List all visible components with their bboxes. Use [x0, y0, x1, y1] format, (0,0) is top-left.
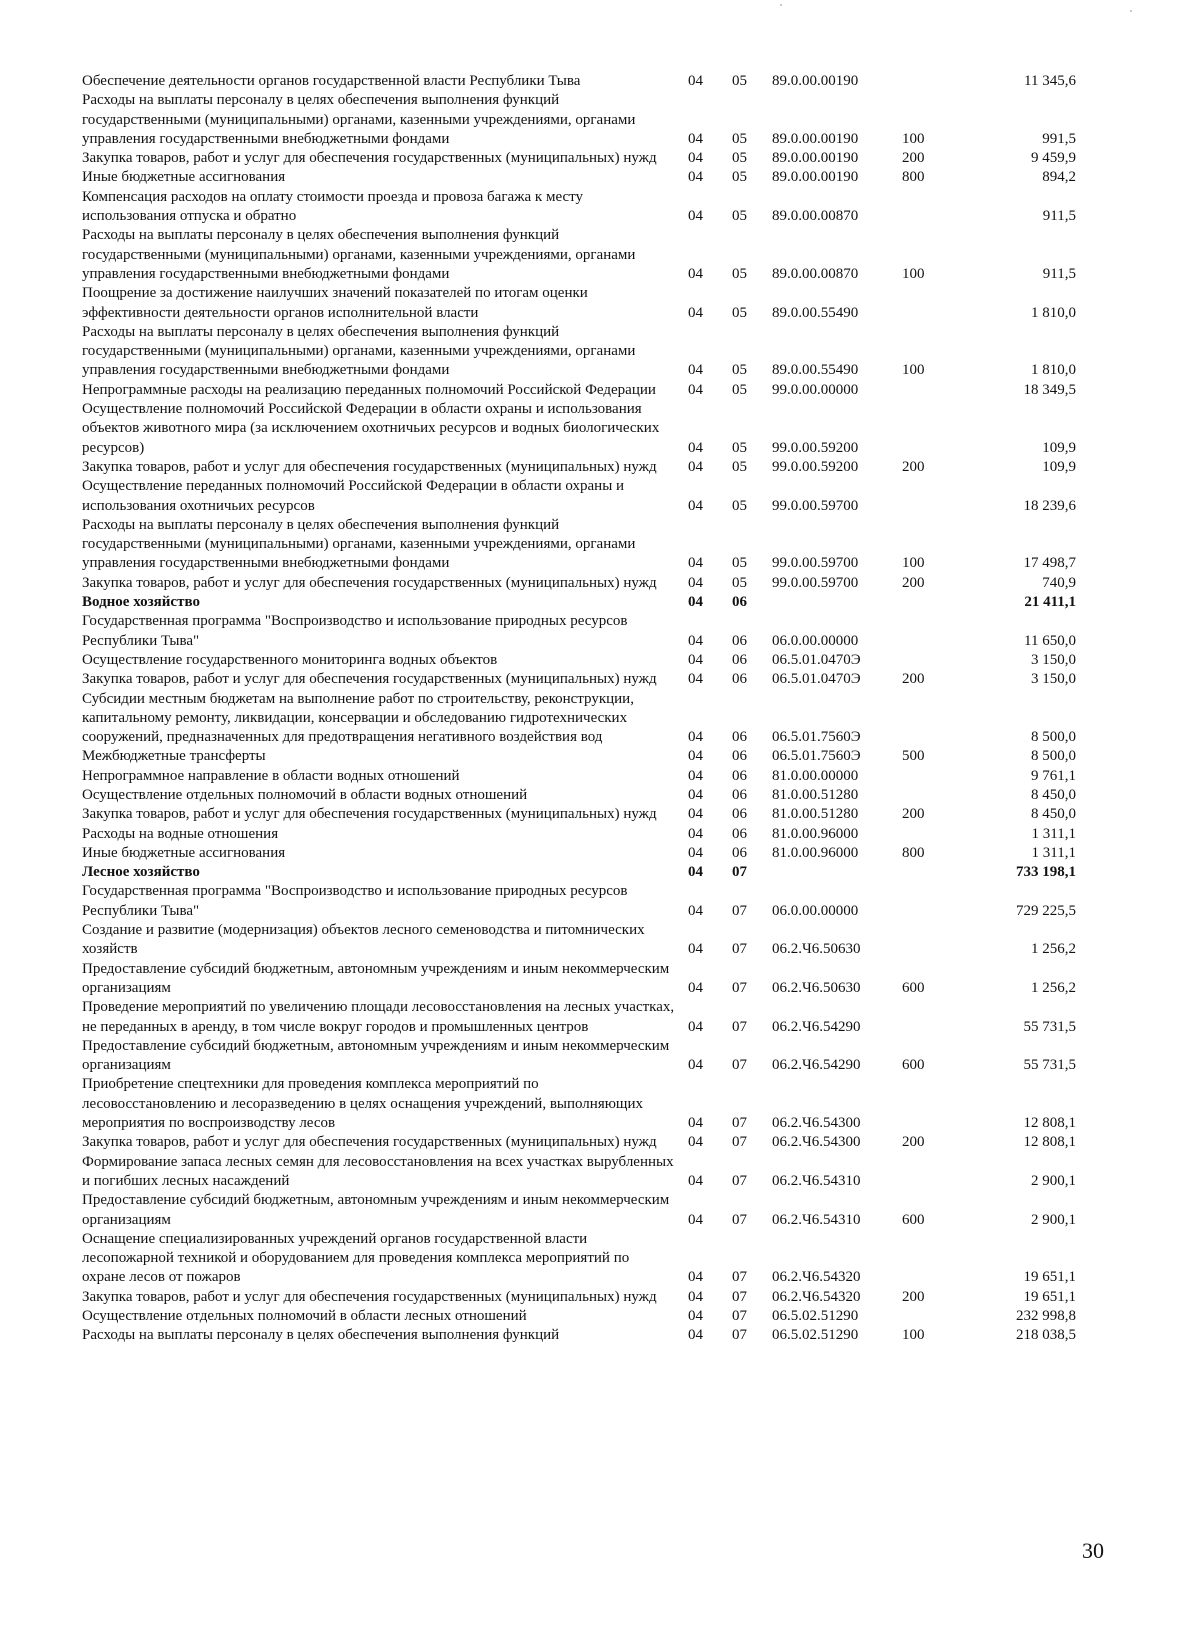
table-row: [82, 786, 1122, 805]
row-expense-type: 600: [902, 1211, 925, 1228]
table-row: [82, 1307, 1122, 1326]
row-subsection-code: 06: [732, 767, 747, 784]
row-name: Расходы на выплаты персоналу в целях обеспечения выполнения функций: [82, 1327, 560, 1344]
table-row: [82, 323, 1122, 381]
row-name: Обеспечение деятельности органов государственной власти Республики Тыва: [82, 73, 581, 89]
row-name: Компенсация расходов на оплату стоимости проезда и провоза багажа к месту использования отпуска и обратно: [82, 188, 583, 225]
row-target-article: 06.5.02.51290: [772, 1327, 859, 1344]
table-row: [82, 825, 1122, 844]
row-subsection-code: 05: [732, 265, 747, 282]
row-name: Иные бюджетные ассигнования: [82, 169, 286, 186]
table-row: [82, 168, 1122, 187]
row-subsection-code: 06: [732, 671, 747, 688]
row-target-article: 89.0.00.00190: [772, 73, 859, 89]
table-row: [82, 805, 1122, 824]
row-section-code: 04: [688, 73, 703, 89]
row-name: Приобретение спецтехники для проведения комплекса мероприятий по лесовосстановлению и лесоразведению в целях оснащения учреждений, выполняющих мероприятия по воспроизводству лесов: [82, 1076, 643, 1132]
row-amount: 18 349,5: [1023, 381, 1076, 398]
row-target-article: 99.0.00.00000: [772, 381, 859, 398]
row-section-code: 04: [688, 825, 703, 842]
row-amount: 894,2: [1042, 169, 1076, 186]
row-expense-type: 200: [902, 806, 925, 823]
row-subsection-code: 06: [732, 651, 747, 668]
row-name: Предоставление субсидий бюджетным, автономным учреждениям и иным некоммерческим организациям: [82, 1037, 670, 1074]
row-section-code: 04: [688, 555, 703, 572]
row-target-article: 89.0.00.00190: [772, 130, 859, 147]
row-target-article: 06.2.Ч6.54310: [772, 1172, 861, 1189]
row-target-article: 06.5.02.51290: [772, 1308, 859, 1324]
row-name: Закупка товаров, работ и услуг для обеспечения государственных (муниципальных) нужд: [82, 1134, 657, 1151]
row-section-code: 04: [688, 169, 703, 186]
row-section-code: 04: [688, 864, 703, 881]
row-section-code: 04: [688, 729, 703, 746]
row-section-code: 04: [688, 651, 703, 668]
row-amount: 12 808,1: [1023, 1134, 1076, 1151]
row-section-code: 04: [688, 574, 703, 591]
row-name: Формирование запаса лесных семян для лесовосстановления на всех участках вырубленных и погибших лесных насаждений: [82, 1153, 674, 1189]
row-expense-type: 200: [902, 671, 925, 688]
table-row: [82, 574, 1122, 593]
row-section-code: 04: [688, 458, 703, 475]
row-name: Проведение мероприятий по увеличению площади лесовосстановления на лесных участках, не переданных в аренду, в том числе вокруг городов и промышленных центров: [82, 999, 675, 1035]
row-name: Расходы на выплаты персоналу в целях обеспечения выполнения функций государственными (муниципальными) органами, казенными учреждениями, органами управления государственными внебюджетными фондами: [82, 227, 636, 282]
row-section-code: 04: [688, 902, 703, 919]
budget-table: [82, 72, 1122, 1346]
row-subsection-code: 05: [732, 555, 747, 572]
row-target-article: 89.0.00.55490: [772, 304, 859, 321]
row-section-code: 04: [688, 1172, 703, 1189]
row-subsection-code: 05: [732, 73, 747, 89]
row-subsection-code: 07: [732, 979, 747, 996]
row-amount: 1 810,0: [1031, 304, 1076, 321]
row-target-article: 06.2.Ч6.54290: [772, 1057, 861, 1074]
row-name: Государственная программа "Воспроизводство и использование природных ресурсов Республики Тыва": [82, 883, 628, 919]
row-subsection-code: 07: [732, 1018, 747, 1035]
row-expense-type: 100: [902, 265, 925, 282]
table-row: [82, 998, 1122, 1037]
row-section-code: 04: [688, 1018, 703, 1035]
row-amount: 17 498,7: [1023, 555, 1076, 572]
row-amount: 11 345,6: [1024, 73, 1076, 89]
page-number: 30: [1082, 1538, 1104, 1563]
table-row: [82, 477, 1122, 516]
row-target-article: 06.5.01.7560Э: [772, 748, 861, 765]
row-target-article: 89.0.00.00870: [772, 208, 859, 225]
table-row: [82, 767, 1122, 786]
table-row: [82, 1326, 1122, 1345]
row-name: Осуществление отдельных полномочий в области лесных отношений: [82, 1308, 527, 1324]
row-target-article: 89.0.00.00190: [772, 150, 859, 167]
row-subsection-code: 05: [732, 439, 747, 456]
table-row: [82, 284, 1122, 323]
table-row: [82, 381, 1122, 400]
table-row: [82, 516, 1122, 574]
row-amount: 1 256,2: [1031, 941, 1076, 958]
row-section-code: 04: [688, 786, 703, 803]
row-target-article: 06.2.Ч6.54300: [772, 1115, 861, 1132]
row-amount: 21 411,1: [1024, 594, 1076, 611]
section-header-row: [82, 863, 1122, 882]
row-amount: 19 651,1: [1023, 1269, 1076, 1286]
row-target-article: 06.5.01.0470Э: [772, 651, 861, 668]
row-subsection-code: 06: [732, 825, 747, 842]
row-subsection-code: 07: [732, 1172, 747, 1189]
row-amount: 8 450,0: [1031, 786, 1076, 803]
table-row: [82, 72, 1122, 91]
row-name: Расходы на выплаты персоналу в целях обеспечения выполнения функций государственными (муниципальными) органами, казенными учреждениями, органами управления государственными внебюджетными фондами: [82, 516, 636, 572]
row-target-article: 06.2.Ч6.54300: [772, 1134, 861, 1151]
scan-speck: [1130, 10, 1132, 12]
table-row: [82, 1133, 1122, 1152]
row-amount: 18 239,6: [1023, 497, 1076, 514]
table-row: [82, 1153, 1122, 1192]
row-subsection-code: 07: [732, 1327, 747, 1344]
row-amount: 3 150,0: [1031, 671, 1076, 688]
row-target-article: 81.0.00.51280: [772, 806, 859, 823]
row-section-code: 04: [688, 941, 703, 958]
row-amount: 218 038,5: [1016, 1327, 1076, 1344]
row-amount: 3 150,0: [1031, 651, 1076, 668]
row-target-article: 99.0.00.59200: [772, 458, 859, 475]
row-amount: 2 900,1: [1031, 1172, 1076, 1189]
table-row: [82, 1037, 1122, 1076]
table-row: [82, 921, 1122, 960]
row-section-code: 04: [688, 304, 703, 321]
table-row: [82, 1288, 1122, 1307]
table-row: [82, 149, 1122, 168]
table-row: [82, 458, 1122, 477]
row-amount: 9 459,9: [1031, 150, 1076, 167]
row-subsection-code: 05: [732, 458, 747, 475]
row-name: Осуществление отдельных полномочий в области водных отношений: [82, 786, 528, 803]
row-name: Лесное хозяйство: [82, 864, 200, 881]
row-section-code: 04: [688, 130, 703, 147]
row-amount: 232 998,8: [1016, 1308, 1076, 1324]
row-name: Расходы на выплаты персоналу в целях обеспечения выполнения функций государственными (муниципальными) органами, казенными учреждениями, органами управления государственными внебюджетными фондами: [82, 92, 636, 147]
table-row: [82, 670, 1122, 689]
row-subsection-code: 05: [732, 169, 747, 186]
row-target-article: 06.2.Ч6.54320: [772, 1269, 861, 1286]
row-amount: 12 808,1: [1023, 1115, 1076, 1132]
row-target-article: 99.0.00.59700: [772, 555, 859, 572]
row-section-code: 04: [688, 1308, 703, 1324]
row-name: Осуществление полномочий Российской Федерации в области охраны и использования объектов животного мира (за исключением охотничьих ресурсов и водных биологических ресурсов): [82, 401, 660, 456]
row-section-code: 04: [688, 265, 703, 282]
row-section-code: 04: [688, 632, 703, 649]
row-section-code: 04: [688, 1134, 703, 1151]
table-row: [82, 844, 1122, 863]
row-name: Создание и развитие (модернизация) объектов лесного семеноводства и питомнических хозяйств: [82, 922, 645, 958]
table-row: [82, 690, 1122, 748]
row-section-code: 04: [688, 748, 703, 765]
row-subsection-code: 05: [732, 497, 747, 514]
row-amount: 1 810,0: [1031, 362, 1076, 379]
row-amount: 55 731,5: [1023, 1057, 1076, 1074]
row-section-code: 04: [688, 979, 703, 996]
table-row: [82, 651, 1122, 670]
row-target-article: 81.0.00.96000: [772, 844, 859, 861]
row-target-article: 81.0.00.51280: [772, 786, 859, 803]
row-target-article: 06.2.Ч6.50630: [772, 941, 861, 958]
row-target-article: 89.0.00.55490: [772, 362, 859, 379]
row-target-article: 81.0.00.96000: [772, 825, 859, 842]
row-name: Непрограммные расходы на реализацию переданных полномочий Российской Федерации: [82, 381, 656, 398]
row-expense-type: 100: [902, 362, 925, 379]
row-amount: 11 650,0: [1024, 632, 1076, 649]
row-expense-type: 600: [902, 979, 925, 996]
row-name: Оснащение специализированных учреждений органов государственной власти лесопожарной техникой и оборудованием для проведения комплекса мероприятий по охране лесов от пожаров: [82, 1230, 630, 1286]
row-amount: 911,5: [1042, 208, 1076, 225]
row-amount: 109,9: [1042, 458, 1076, 475]
row-section-code: 04: [688, 767, 703, 784]
row-amount: 1 311,1: [1031, 844, 1076, 861]
row-section-code: 04: [688, 208, 703, 225]
row-target-article: 06.2.Ч6.54310: [772, 1211, 861, 1228]
row-name: Закупка товаров, работ и услуг для обеспечения государственных (муниципальных) нужд: [82, 574, 657, 591]
row-subsection-code: 07: [732, 1308, 747, 1324]
row-subsection-code: 05: [732, 381, 747, 398]
row-amount: 911,5: [1042, 265, 1076, 282]
row-name: Закупка товаров, работ и услуг для обеспечения государственных (муниципальных) нужд: [82, 806, 657, 823]
row-section-code: 04: [688, 362, 703, 379]
row-subsection-code: 06: [732, 729, 747, 746]
row-name: Закупка товаров, работ и услуг для обеспечения государственных (муниципальных) нужд: [82, 458, 657, 475]
row-section-code: 04: [688, 1269, 703, 1286]
row-subsection-code: 07: [732, 1288, 747, 1305]
row-section-code: 04: [688, 439, 703, 456]
row-name: Водное хозяйство: [82, 594, 200, 611]
row-expense-type: 200: [902, 458, 925, 475]
row-name: Предоставление субсидий бюджетным, автономным учреждениям и иным некоммерческим организациям: [82, 1192, 670, 1228]
row-expense-type: 100: [902, 130, 925, 147]
row-amount: 991,5: [1042, 130, 1076, 147]
row-name: Расходы на водные отношения: [82, 825, 279, 842]
table-row: [82, 960, 1122, 999]
row-expense-type: 600: [902, 1057, 925, 1074]
row-name: Государственная программа "Воспроизводство и использование природных ресурсов Республики Тыва": [82, 613, 628, 649]
row-expense-type: 100: [902, 555, 925, 572]
row-amount: 2 900,1: [1031, 1211, 1076, 1228]
row-target-article: 06.2.Ч6.54320: [772, 1288, 861, 1305]
row-amount: 19 651,1: [1023, 1288, 1076, 1305]
row-subsection-code: 06: [732, 632, 747, 649]
table-row: [82, 882, 1122, 921]
table-row: [82, 612, 1122, 651]
row-name: Закупка товаров, работ и услуг для обеспечения государственных (муниципальных) нужд: [82, 1288, 657, 1305]
row-subsection-code: 05: [732, 574, 747, 591]
row-target-article: 06.5.01.0470Э: [772, 671, 861, 688]
row-expense-type: 200: [902, 1288, 925, 1305]
table-row: [82, 91, 1122, 149]
row-subsection-code: 07: [732, 1211, 747, 1228]
row-name: Поощрение за достижение наилучших значений показателей по итогам оценки эффективности деятельности органов исполнительной власти: [82, 285, 588, 321]
row-name: Межбюджетные трансферты: [82, 748, 266, 765]
row-section-code: 04: [688, 1288, 703, 1305]
row-subsection-code: 05: [732, 362, 747, 379]
row-expense-type: 200: [902, 150, 925, 167]
row-amount: 729 225,5: [1016, 902, 1076, 919]
row-subsection-code: 05: [732, 304, 747, 321]
row-subsection-code: 06: [732, 806, 747, 823]
row-subsection-code: 07: [732, 902, 747, 919]
row-subsection-code: 06: [732, 748, 747, 765]
row-subsection-code: 07: [732, 864, 747, 881]
row-section-code: 04: [688, 1327, 703, 1344]
row-amount: 9 761,1: [1031, 767, 1076, 784]
row-expense-type: 100: [902, 1327, 925, 1344]
table-row: [82, 1230, 1122, 1288]
row-amount: 8 500,0: [1031, 729, 1076, 746]
row-name: Непрограммное направление в области водных отношений: [82, 767, 460, 784]
row-name: Иные бюджетные ассигнования: [82, 844, 286, 861]
row-subsection-code: 07: [732, 941, 747, 958]
row-target-article: 89.0.00.00190: [772, 169, 859, 186]
table-row: [82, 400, 1122, 458]
row-target-article: 06.5.01.7560Э: [772, 729, 861, 746]
row-target-article: 89.0.00.00870: [772, 265, 859, 282]
row-target-article: 81.0.00.00000: [772, 767, 859, 784]
row-target-article: 06.0.00.00000: [772, 632, 859, 649]
table-row: [82, 1075, 1122, 1133]
row-section-code: 04: [688, 381, 703, 398]
row-amount: 740,9: [1042, 574, 1076, 591]
row-section-code: 04: [688, 1115, 703, 1132]
row-subsection-code: 07: [732, 1134, 747, 1151]
row-section-code: 04: [688, 497, 703, 514]
row-subsection-code: 06: [732, 844, 747, 861]
row-name: Осуществление переданных полномочий Российской Федерации в области охраны и использования охотничьих ресурсов: [82, 478, 625, 514]
row-section-code: 04: [688, 844, 703, 861]
row-subsection-code: 07: [732, 1269, 747, 1286]
row-expense-type: 800: [902, 169, 925, 186]
row-subsection-code: 05: [732, 208, 747, 225]
row-amount: 8 500,0: [1031, 748, 1076, 765]
row-subsection-code: 05: [732, 150, 747, 167]
table-row: [82, 188, 1122, 227]
section-header-row: [82, 593, 1122, 612]
scan-speck: [780, 4, 782, 6]
row-target-article: 06.2.Ч6.54290: [772, 1018, 861, 1035]
row-subsection-code: 07: [732, 1115, 747, 1132]
row-expense-type: 800: [902, 844, 925, 861]
table-row: [82, 1191, 1122, 1230]
row-name: Предоставление субсидий бюджетным, автономным учреждениям и иным некоммерческим организациям: [82, 960, 670, 996]
row-subsection-code: 06: [732, 786, 747, 803]
row-name: Закупка товаров, работ и услуг для обеспечения государственных (муниципальных) нужд: [82, 150, 657, 167]
row-amount: 1 256,2: [1031, 979, 1076, 996]
row-section-code: 04: [688, 1211, 703, 1228]
row-section-code: 04: [688, 806, 703, 823]
row-target-article: 99.0.00.59200: [772, 439, 859, 456]
row-expense-type: 500: [902, 748, 925, 765]
row-name: Субсидии местным бюджетам на выполнение работ по строительству, реконструкции, капитальному ремонту, ликвидации, консервации и обследованию гидротехнических сооружений, предназначенных для предотвращения негативного воздействия вод: [82, 690, 634, 746]
row-target-article: 06.0.00.00000: [772, 902, 859, 919]
row-amount: 8 450,0: [1031, 806, 1076, 823]
row-subsection-code: 07: [732, 1057, 747, 1074]
row-section-code: 04: [688, 1057, 703, 1074]
row-amount: 733 198,1: [1016, 864, 1076, 881]
row-name: Осуществление государственного мониторинга водных объектов: [82, 651, 498, 668]
row-target-article: 06.2.Ч6.50630: [772, 979, 861, 996]
row-amount: 55 731,5: [1023, 1018, 1076, 1035]
row-section-code: 04: [688, 594, 703, 611]
row-expense-type: 200: [902, 574, 925, 591]
row-name: Закупка товаров, работ и услуг для обеспечения государственных (муниципальных) нужд: [82, 671, 657, 688]
row-section-code: 04: [688, 150, 703, 167]
row-section-code: 04: [688, 671, 703, 688]
row-subsection-code: 06: [732, 594, 747, 611]
table-row: [82, 226, 1122, 284]
row-target-article: 99.0.00.59700: [772, 497, 859, 514]
row-name: Расходы на выплаты персоналу в целях обеспечения выполнения функций государственными (муниципальными) органами, казенными учреждениями, органами управления государственными внебюджетными фондами: [82, 323, 636, 379]
row-target-article: 99.0.00.59700: [772, 574, 859, 591]
row-subsection-code: 05: [732, 130, 747, 147]
row-amount: 109,9: [1042, 439, 1076, 456]
row-amount: 1 311,1: [1031, 825, 1076, 842]
row-expense-type: 200: [902, 1134, 925, 1151]
table-row: [82, 747, 1122, 766]
